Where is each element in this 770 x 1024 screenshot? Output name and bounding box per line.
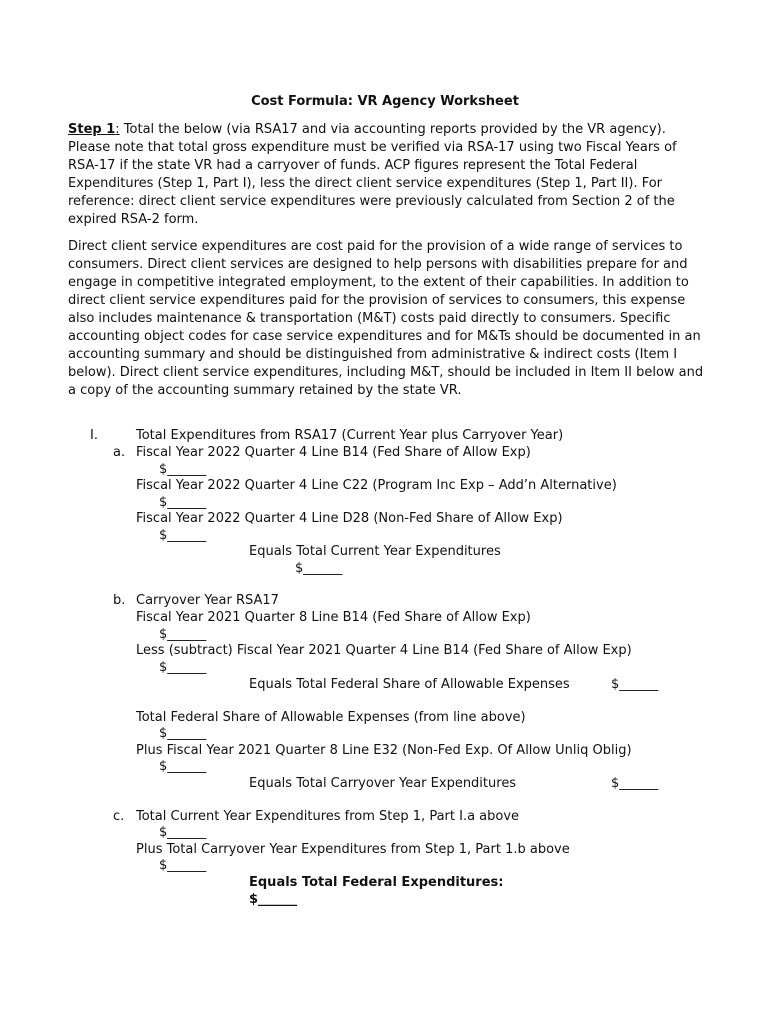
item-a-letter: a. (113, 445, 126, 460)
item-c-equals: Equals Total Federal Expenditures: (249, 875, 504, 890)
item-b-heading: Carryover Year RSA17 (136, 593, 279, 608)
item-c-total-blank[interactable]: $______ (249, 892, 298, 907)
item-a-blank2[interactable]: $______ (159, 495, 207, 510)
item-a-line3: Fiscal Year 2022 Quarter 4 Line D28 (Non-Fed Share of Allow Exp) (136, 511, 563, 526)
section-numeral: I. (90, 428, 98, 443)
item-b-equals1-blank[interactable]: $______ (611, 677, 659, 692)
item-b-line4: Plus Fiscal Year 2021 Quarter 8 Line E32 (Non-Fed Exp. Of Allow Unliq Oblig) (136, 743, 632, 758)
step1-colon: : (115, 122, 120, 137)
direct-services-paragraph: Direct client service expenditures are cost paid for the provision of a wide range of services to consumers. Direct client services are designed to help persons with disabilities prepare for and engage in competitive integrated employment, to the extent of their capabilities. In addition to direct client service expenditures paid for the provision of services to consumers, this expense also includes maintenance & transportation (M&T) costs paid directly to consumers. Specific accounting object codes for case service expenditures and for M&Ts should be documented in an accounting summary and should be distinguished from administrative & indirect costs (Item I below). Direct client service expenditures, including M&T, should be included in Item II below and a copy of the accounting summary retained by the state VR. (68, 239, 704, 398)
item-b-line2: Less (subtract) Fiscal Year 2021 Quarter 4 Line B14 (Fed Share of Allow Exp) (136, 643, 632, 658)
item-a-blank3[interactable]: $______ (159, 528, 207, 543)
item-c-blank1[interactable]: $______ (159, 825, 207, 840)
item-b-blank3[interactable]: $______ (159, 726, 207, 741)
section-heading: Total Expenditures from RSA17 (Current Year plus Carryover Year) (136, 428, 564, 443)
item-b-equals1: Equals Total Federal Share of Allowable Expenses (249, 677, 570, 692)
item-b-equals2-blank[interactable]: $______ (611, 776, 659, 791)
item-a-line2: Fiscal Year 2022 Quarter 4 Line C22 (Program Inc Exp – Add’n Alternative) (136, 478, 617, 493)
item-c-letter: c. (113, 809, 125, 824)
item-a-blank1[interactable]: $______ (159, 462, 207, 477)
step1-label: Step 1 (68, 122, 116, 137)
item-b-blank1[interactable]: $______ (159, 627, 207, 642)
item-b-equals2: Equals Total Carryover Year Expenditures (249, 776, 517, 791)
item-b-letter: b. (113, 593, 126, 608)
item-b-blank4[interactable]: $______ (159, 759, 207, 774)
page-title: Cost Formula: VR Agency Worksheet (251, 94, 519, 109)
item-a-total-blank[interactable]: $______ (295, 561, 343, 576)
item-b-blank2[interactable]: $______ (159, 660, 207, 675)
item-a-equals: Equals Total Current Year Expenditures (249, 544, 501, 559)
item-c-line1: Total Current Year Expenditures from Step 1, Part I.a above (136, 809, 520, 824)
item-a-line1: Fiscal Year 2022 Quarter 4 Line B14 (Fed Share of Allow Exp) (136, 445, 531, 460)
item-b-line3: Total Federal Share of Allowable Expenses (from line above) (136, 710, 526, 725)
item-b-line1: Fiscal Year 2021 Quarter 8 Line B14 (Fed Share of Allow Exp) (136, 610, 531, 625)
item-c-blank2[interactable]: $______ (159, 858, 207, 873)
step1-paragraph (68, 121, 708, 229)
step1-text: Total the below (via RSA17 and via accounting reports provided by the VR agency). Please note that total gross expenditure must be verified via RSA-17 using two Fiscal Years of RSA-17 if the state VR had a carryover of funds. ACP figures represent the Total Federal Expenditures (Step 1, Part I), less the direct client service expenditures (Step 1, Part II). For reference: direct client service expenditures were previously calculated from Section 2 of the expired RSA-2 form. (68, 122, 677, 227)
item-c-line2: Plus Total Carryover Year Expenditures from Step 1, Part 1.b above (136, 842, 570, 857)
